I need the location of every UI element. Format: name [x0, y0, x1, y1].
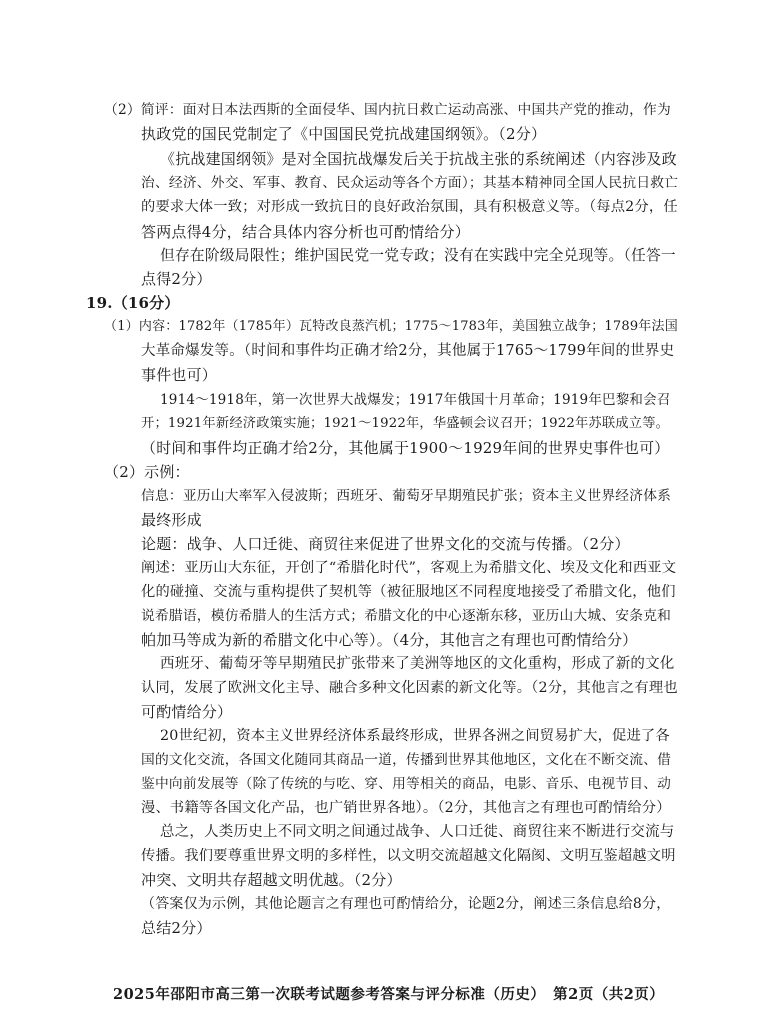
text-line: 开；1921年新经济政策实施；1921～1922年，华盛顿会议召开；1922年苏联成立等。	[141, 416, 670, 431]
text-line: 传播。我们要尊重世界文明的多样性，以文明交流超越文化隔阂、文明互鉴超越文明	[141, 848, 676, 864]
text-line: 化的碰撞、交流与重构提供了契机等（被征服地区不同程度地接受了希腊文化，他们	[141, 584, 676, 600]
text-line: 认同，发展了欧洲文化主导、融合多种文化因素的新文化等。（2分，其他言之有理也	[141, 680, 678, 696]
text-line: 事件也可）	[141, 366, 218, 384]
text-line: （时间和事件均正确才给2分，其他属于1900～1929年间的世界史事件也可）	[141, 439, 670, 457]
text-line: 总之，人类历史上不同文明之间通过战争、人口迁徙、商贸往来不断进行交流与	[160, 824, 675, 840]
text-line: 20世纪初，资本主义世界经济体系最终形成，世界各洲之间贸易扩大，促进了各	[160, 728, 670, 744]
question-number: 19.（16分）	[86, 294, 180, 312]
text-line: 信息：亚历山大率军入侵波斯；西班牙、葡萄牙早期殖民扩张；资本主义世界经济体系	[141, 488, 672, 504]
text-line: （2）示例：	[104, 463, 190, 481]
text-line: 总结2分）	[141, 919, 212, 937]
text-line: 的要求大体一致；对形成一致抗日的良好政治氛围，具有积极意义等。（每点2分，任	[141, 199, 678, 215]
text-line: 1914～1918年，第一次世界大战爆发；1917年俄国十月革命；1919年巴黎和会召	[160, 392, 671, 408]
text-line: 但存在阶级局限性；维护国民党一党专政；没有在实践中完全兑现等。（任答一	[160, 247, 676, 264]
text-line: 论题：战争、人口迁徙、商贸往来促进了世界文化的交流与传播。（2分）	[141, 535, 630, 553]
text-line: 治、经济、外交、军事、教育、民众运动等各个方面）；其基本精神同全国人民抗日救亡	[141, 175, 679, 191]
text-line: 可酌情给分）	[141, 703, 233, 721]
text-line: 最终形成	[141, 511, 202, 529]
text-line: 西班牙、葡萄牙等早期殖民扩张带来了美洲等地区的文化重构，形成了新的文化	[160, 656, 675, 672]
text-line: （答案仅为示例，其他论题言之有理也可酌情给分，论题2分，阐述三条信息给8分，	[141, 896, 671, 912]
text-line: 阐述：亚历山大东征，开创了“希腊化时代”，客观上为希腊文化、埃及文化和西亚文	[141, 560, 677, 576]
text-line: 鉴中向前发展等（除了传统的与吃、穿、用等相关的商品，电影、音乐、电视节目、动	[141, 776, 672, 792]
text-line: 执政党的国民党制定了《中国国民党抗战建国纲领》。（2分）	[141, 125, 547, 143]
text-line: （1）内容：1782年（1785年）瓦特改良蒸汽机；1775～1783年，美国独立战争；1789年法国	[104, 319, 678, 334]
text-line: 答两点得4分，结合具体内容分析也可酌情给分）	[141, 223, 470, 241]
text-line: 漫、书籍等各国文化产品，也广销世界各地）。（2分，其他言之有理也可酌情给分）	[141, 800, 671, 816]
page-footer: 2025年邵阳市高三第一次联考试题参考答案与评分标准（历史） 第2页（共2页）	[113, 986, 665, 1003]
text-line: 《抗战建国纲领》是对全国抗战爆发后关于抗战主张的系统阐述（内容涉及政	[160, 150, 677, 168]
text-line: 说希腊语，模仿希腊人的生活方式；希腊文化的中心逐渐东移，亚历山大城、安条克和	[141, 608, 672, 624]
text-line: 点得2分）	[141, 270, 212, 288]
text-line: 大革命爆发等。（时间和事件均正确才给2分，其他属于1765～1799年间的世界史	[141, 343, 675, 359]
text-line: （2）简评：面对日本法西斯的全面侵华、国内抗日救亡运动高涨、中国共产党的推动，作为	[104, 102, 671, 118]
text-line: 帕加马等成为新的希腊文化中心等）。（4分，其他言之有理也可酌情给分）	[141, 631, 638, 649]
text-line: 冲突、文明共存超越文明优越。（2分）	[141, 871, 402, 889]
text-line: 国的文化交流，各国文化随同其商品一道，传播到世界其他地区，文化在不断交流、借	[141, 752, 672, 768]
